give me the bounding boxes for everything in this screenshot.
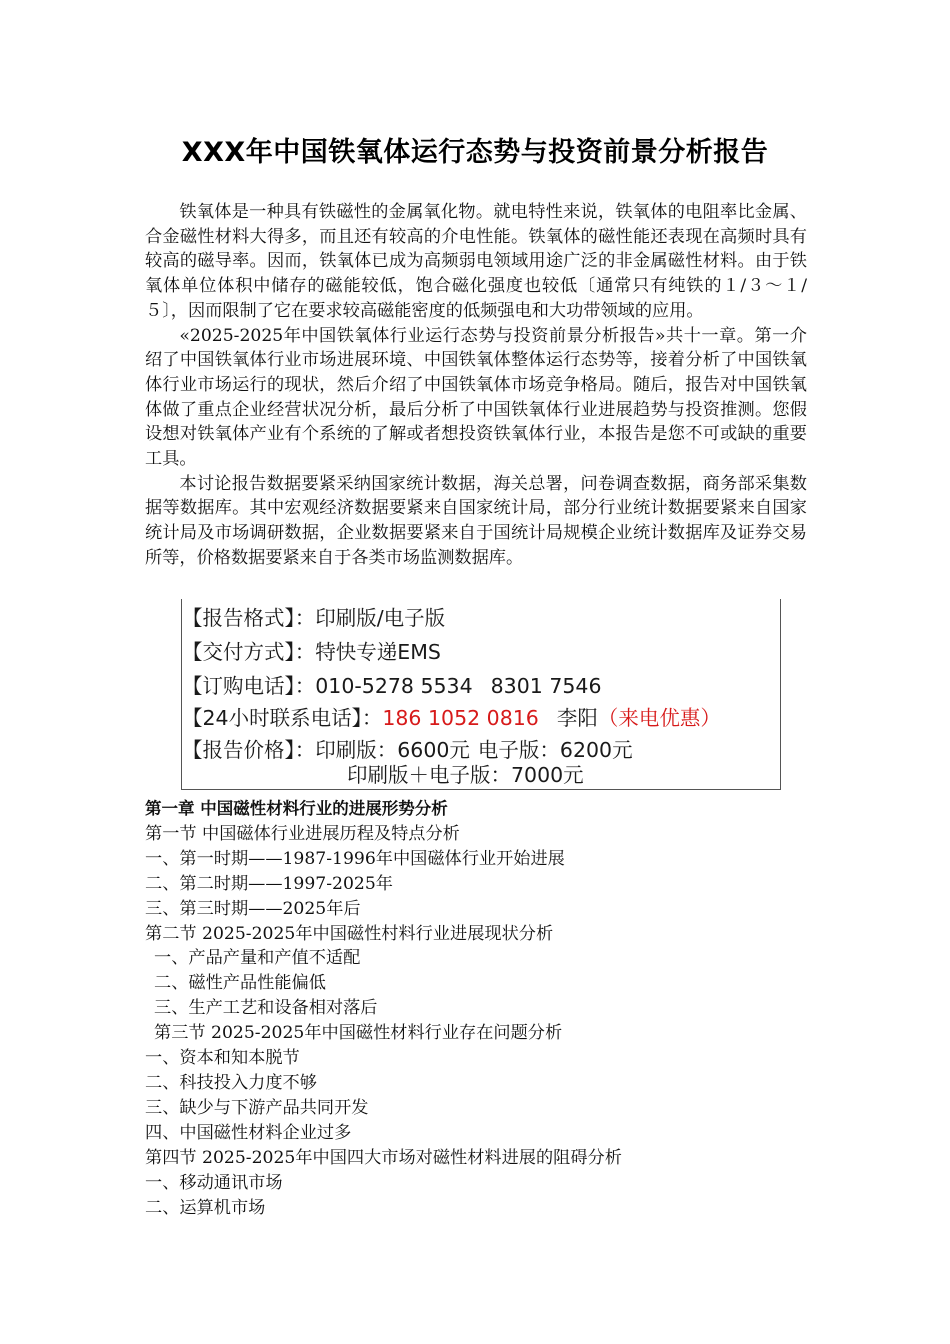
- toc-item: 一、产品产量和产值不适配: [154, 948, 361, 969]
- price-electronic: 电子版：6200元: [477, 738, 633, 762]
- toc-chapter-1: 第一章 中国磁性材料行业的进展形势分析: [145, 799, 448, 818]
- price-print: 印刷版：6600元: [315, 738, 470, 762]
- toc-item: 二、科技投入力度不够: [145, 1072, 317, 1093]
- toc-item: 三、缺少与下游产品共同开发: [145, 1097, 369, 1118]
- intro-text: [145, 200, 807, 571]
- toc-item: 二、磁性产品性能偏低: [154, 973, 326, 994]
- toc-item: 一、资本和知本脱节: [145, 1048, 300, 1069]
- toc-section: 第三节 2025-2025年中国磁性材料行业存在问题分析: [154, 1023, 563, 1044]
- order-info-box: [181, 599, 781, 790]
- report-title: XXX年中国铁氧体运行态势与投资前景分析报告: [181, 137, 769, 168]
- format-row: [182, 601, 445, 631]
- paragraph-data-sources: 本讨论报告数据要紧采纳国家统计数据，海关总署，问卷调查数据，商务部采集数据等数据库。其中宏观经济数据要紧来自国家统计局，部分行业统计数据要紧来自国家统计局及市场调研数据，企业数据要紧来自于国统计局规模企业统计数据库及证券交易所等，价格数据要紧来自于各类市场监测数据库。: [145, 473, 807, 568]
- toc-section: 第四节 2025-2025年中国四大市场对磁性材料进展的阻碍分析: [145, 1147, 622, 1168]
- hotline-number: 186 1052 0816: [382, 706, 539, 730]
- phone-value-1: 010-5278 5534: [315, 674, 473, 698]
- toc-item: 一、移动通讯市场: [145, 1172, 283, 1193]
- table-of-contents: [145, 797, 845, 1220]
- hotline-row: [182, 701, 721, 731]
- hotline-note: （来电优惠）: [597, 706, 721, 730]
- price-combined-row: [347, 758, 584, 788]
- delivery-row: [182, 635, 441, 665]
- hotline-label: 【24小时联系电话】：: [182, 706, 383, 730]
- format-value: 印刷版/电子版: [315, 606, 446, 630]
- delivery-value: 特快专递EMS: [315, 640, 441, 664]
- phone-value-2: 8301 7546: [490, 674, 602, 698]
- toc-section: 第一节 中国磁体行业进展历程及特点分析: [145, 823, 460, 844]
- phone-label: 【订购电话】：: [182, 674, 316, 698]
- format-label: 【报告格式】：: [182, 606, 316, 630]
- toc-item: 三、第三时期——2025年后: [145, 898, 361, 919]
- toc-item: 二、运算机市场: [145, 1197, 266, 1218]
- price-both: 印刷版＋电子版：7000元: [347, 763, 584, 787]
- delivery-label: 【交付方式】：: [182, 640, 316, 664]
- paragraph-ferrite-intro: 铁氧体是一种具有铁磁性的金属氧化物。就电特性来说，铁氧体的电阻率比金属、合金磁性材料大得多，而且还有较高的介电性能。铁氧体的磁性能还表现在高频时具有较高的磁导率。因而，铁氧体已成为高频弱电领域用途广泛的非金属磁性材料。由于铁氧体单位体积中储存的磁能较低，饱合磁化强度也较低〔通常只有纯铁的１/３～１/５〕，因而限制了它在要求较高磁能密度的低频强电和大功带领域的应用。: [145, 202, 807, 321]
- toc-item: 三、生产工艺和设备相对落后: [154, 998, 378, 1019]
- toc-section: 第二节 2025-2025年中国磁性村料行业进展现状分析: [145, 923, 554, 944]
- toc-item: 四、中国磁性材料企业过多: [145, 1122, 352, 1143]
- toc-item: 二、第二时期——1997-2025年: [145, 873, 393, 894]
- phone-row: [182, 669, 602, 699]
- price-label: 【报告价格】：: [182, 738, 316, 762]
- paragraph-report-summary: «2025-2025年中国铁氧体行业运行态势与投资前景分析报告»共十一章。第一介绍了中国铁氧体行业市场进展环境、中国铁氧体整体运行态势等，接着分析了中国铁氧体行业市场运行的现状，然后介绍了中国铁氧体市场竞争格局。随后，报告对中国铁氧体做了重点企业经营状况分析，最后分析了中国铁氧体行业进展趋势与投资推测。您假设想对铁氧体产业有个系统的了解或者想投资铁氧体行业，本报告是您不可或缺的重要工具。: [145, 325, 807, 470]
- contact-name: 李阳: [556, 706, 598, 730]
- toc-item: 一、第一时期——1987-1996年中国磁体行业开始进展: [145, 848, 565, 869]
